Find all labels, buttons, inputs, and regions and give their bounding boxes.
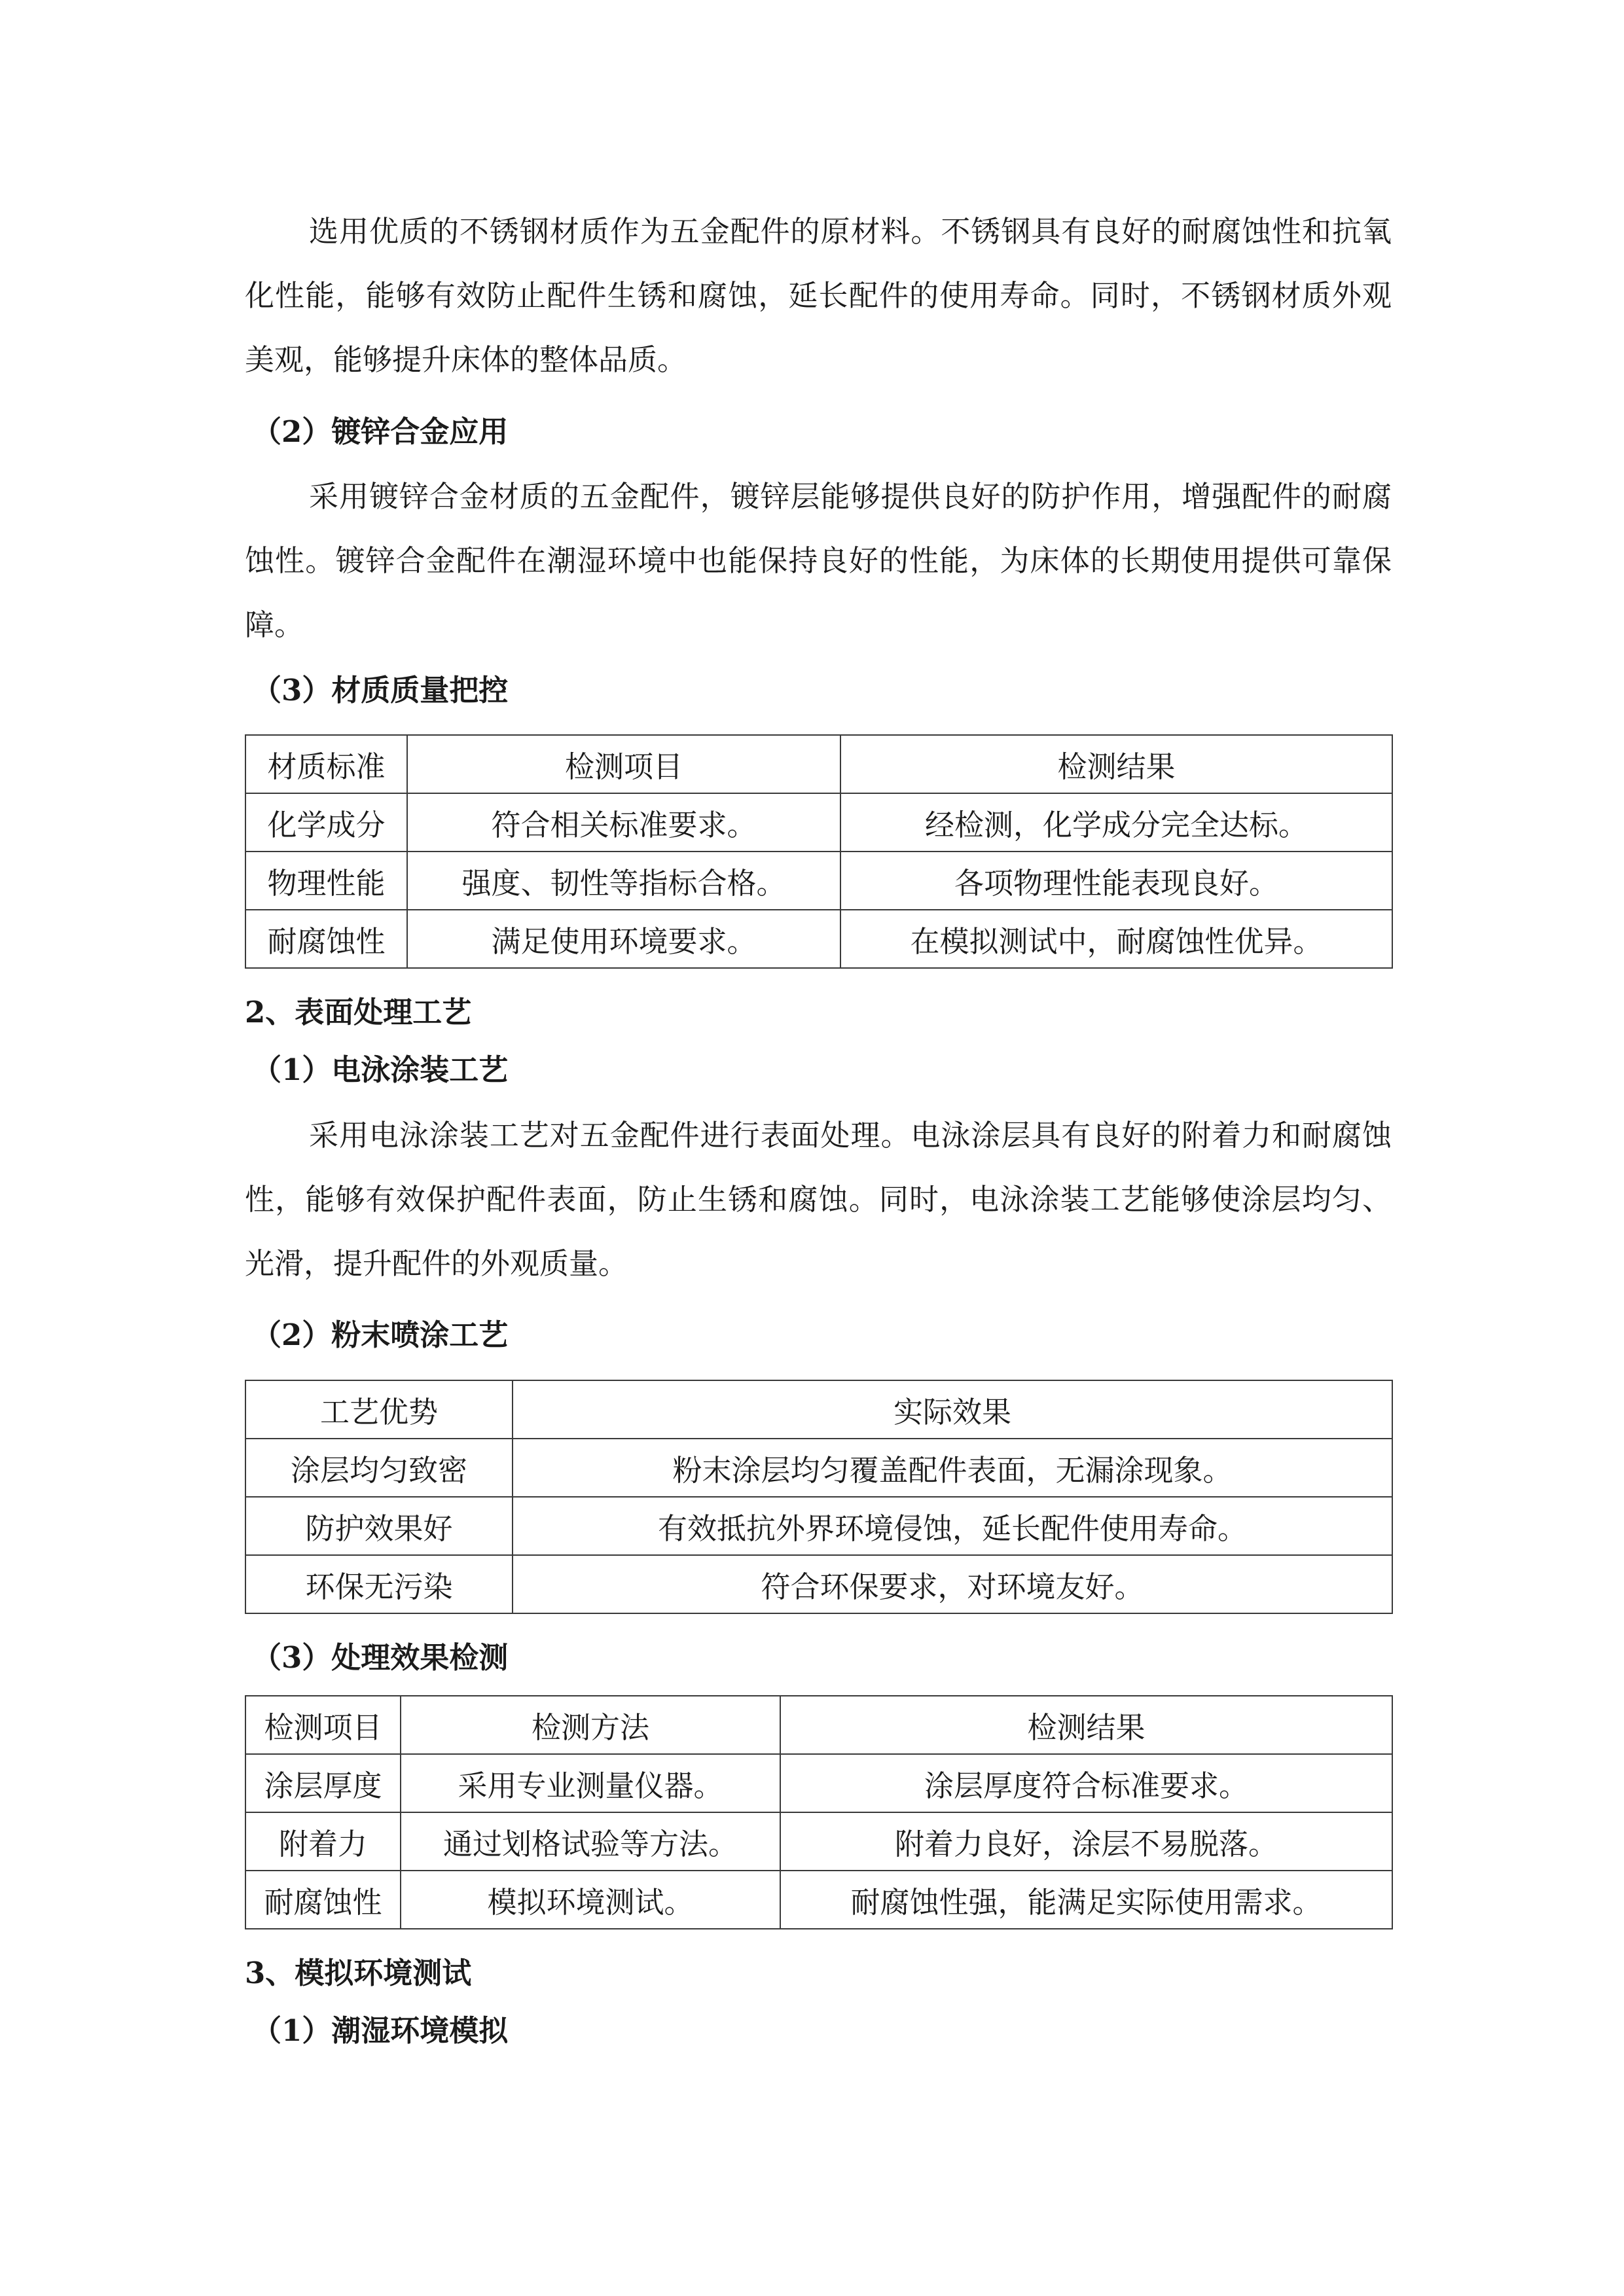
table-header-cell: 材质标准: [245, 735, 407, 793]
table-cell: 涂层均匀致密: [245, 1439, 513, 1497]
galvanized-paragraph: 采用镀锌合金材质的五金配件，镀锌层能够提供良好的防护作用，增强配件的耐腐蚀性。镀锌合金配件在潮湿环境中也能保持良好的性能，为床体的长期使用提供可靠保障。: [245, 479, 1392, 642]
table-cell: 采用专业测量仪器。: [401, 1754, 780, 1812]
simulation-heading: 3、模拟环境测试: [245, 1956, 472, 1990]
table-cell: 符合相关标准要求。: [407, 793, 840, 852]
powder-coating-table: [245, 1380, 1393, 1614]
table-cell: 耐腐蚀性: [245, 1871, 401, 1929]
table-cell: 环保无污染: [245, 1555, 513, 1613]
table-cell: 涂层厚度: [245, 1754, 401, 1812]
table-cell: 附着力良好，涂层不易脱落。: [780, 1812, 1392, 1871]
table-cell: 涂层厚度符合标准要求。: [780, 1754, 1392, 1812]
table-header-cell: 检测项目: [407, 735, 840, 793]
powder-coating-heading: （2）粉末喷涂工艺: [252, 1318, 509, 1352]
table-header-cell: 检测结果: [780, 1696, 1392, 1754]
table-header-row: [245, 1696, 1392, 1754]
table-cell: 通过划格试验等方法。: [401, 1812, 780, 1871]
table-header-cell: 检测方法: [401, 1696, 780, 1754]
table-row: [245, 852, 1392, 910]
table-cell: 各项物理性能表现良好。: [840, 852, 1392, 910]
inspection-table: [245, 1695, 1393, 1929]
table-row: [245, 793, 1392, 852]
electrophoresis-paragraph: 采用电泳涂装工艺对五金配件进行表面处理。电泳涂层具有良好的附着力和耐腐蚀性，能够有效保护配件表面，防止生锈和腐蚀。同时，电泳涂装工艺能够使涂层均匀、光滑，提升配件的外观质量。: [245, 1118, 1392, 1281]
surface-treatment-heading: 2、表面处理工艺: [245, 995, 472, 1030]
table-cell: 物理性能: [245, 852, 407, 910]
table-cell: 符合环保要求，对环境友好。: [513, 1555, 1392, 1613]
table-header-cell: 实际效果: [513, 1380, 1392, 1439]
table-cell: 模拟环境测试。: [401, 1871, 780, 1929]
table-header-row: [245, 1380, 1392, 1439]
table-row: [245, 1754, 1392, 1812]
intro-paragraph: 选用优质的不锈钢材质作为五金配件的原材料。不锈钢具有良好的耐腐蚀性和抗氧化性能，能够有效防止配件生锈和腐蚀，延长配件的使用寿命。同时，不锈钢材质外观美观，能够提升床体的整体品质。: [245, 214, 1392, 377]
table-header-cell: 检测项目: [245, 1696, 401, 1754]
table-header-cell: 检测结果: [840, 735, 1392, 793]
table-cell: 在模拟测试中，耐腐蚀性优异。: [840, 910, 1392, 968]
material-quality-table: [245, 734, 1393, 969]
table-row: [245, 1871, 1392, 1929]
table-cell: 附着力: [245, 1812, 401, 1871]
galvanized-heading: （2）镀锌合金应用: [252, 414, 509, 449]
inspection-heading: （3）处理效果检测: [252, 1640, 509, 1675]
table-cell: 耐腐蚀性强，能满足实际使用需求。: [780, 1871, 1392, 1929]
table-cell: 防护效果好: [245, 1497, 513, 1555]
table-row: [245, 1439, 1392, 1497]
humidity-simulation-heading: （1）潮湿环境模拟: [252, 2013, 509, 2048]
table-cell: 经检测，化学成分完全达标。: [840, 793, 1392, 852]
table-row: [245, 910, 1392, 968]
material-quality-heading: （3）材质质量把控: [252, 673, 509, 708]
table-cell: 化学成分: [245, 793, 407, 852]
table-cell: 有效抵抗外界环境侵蚀，延长配件使用寿命。: [513, 1497, 1392, 1555]
table-row: [245, 1812, 1392, 1871]
table-cell: 满足使用环境要求。: [407, 910, 840, 968]
table-cell: 耐腐蚀性: [245, 910, 407, 968]
table-header-row: [245, 735, 1392, 793]
table-cell: 粉末涂层均匀覆盖配件表面，无漏涂现象。: [513, 1439, 1392, 1497]
electrophoresis-heading: （1）电泳涂装工艺: [252, 1052, 509, 1087]
table-cell: 强度、韧性等指标合格。: [407, 852, 840, 910]
table-row: [245, 1497, 1392, 1555]
table-header-cell: 工艺优势: [245, 1380, 513, 1439]
table-row: [245, 1555, 1392, 1613]
